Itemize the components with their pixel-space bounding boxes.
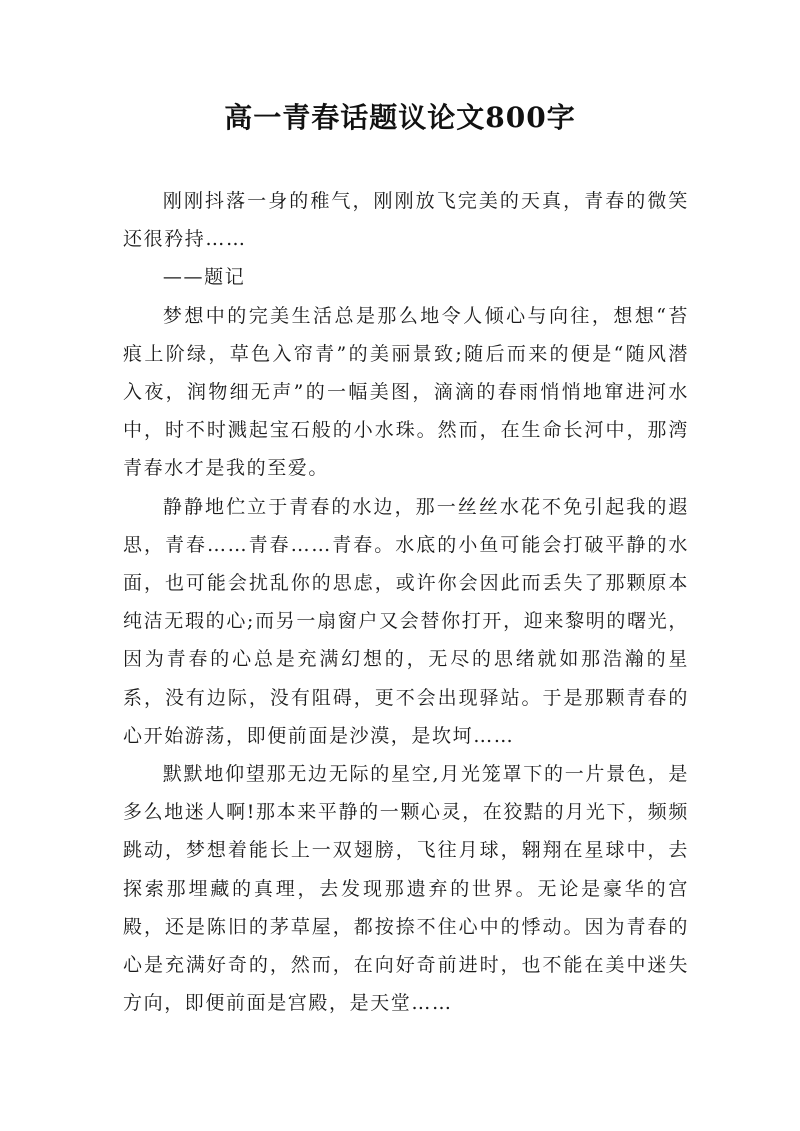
paragraph-starry-sky: 默默地仰望那无边无际的星空,月光笼罩下的一片景色，是多么地迷人啊!那本来平静的一颗心灵，在狡黠的月光下，频频跳动，梦想着能长上一双翅膀，飞往月球，翱翔在星球中，去探索那埋藏的真理，去发现那遗弃的世界。无论是豪华的宫殿，还是陈旧的茅草屋，都按捺不住心中的悸动。因为青春的心是充满好奇的，然而，在向好奇前进时，也不能在美中迷失方向，即便前面是宫殿，是天堂…… bbox=[123, 763, 689, 1015]
paragraph-epigraph-source: ——题记 bbox=[162, 266, 246, 289]
paragraph-opening: 刚刚抖落一身的稚气，刚刚放飞完美的天真，青春的微笑还很矜持…… bbox=[123, 190, 689, 251]
paragraph-dream: 梦想中的完美生活总是那么地令人倾心与向往，想想“苔痕上阶绿，草色入帘青”的美丽景致;随后而来的便是“随风潜入夜，润物细无声”的一幅美图，滴滴的春雨悄悄地窜进河水中，时不时溅起宝石般的小水珠。然而，在生命长河中，那湾青春水才是我的至爱。 bbox=[123, 304, 689, 480]
paragraph-waterside: 静静地伫立于青春的水边，那一丝丝水花不免引起我的遐思，青春……青春……青春。水底的小鱼可能会打破平静的水面，也可能会扰乱你的思虑，或许你会因此而丢失了那颗原本纯洁无瑕的心;而另一扇窗户又会替你打开，迎来黎明的曙光，因为青春的心总是充满幻想的，无尽的思绪就如那浩瀚的星系，没有边际，没有阻碍，更不会出现驿站。于是那颗青春的心开始游荡，即便前面是沙漠，是坎坷…… bbox=[123, 495, 689, 747]
document-title: 高一青春话题议论文800字 bbox=[224, 101, 576, 134]
document-body bbox=[123, 182, 689, 1022]
